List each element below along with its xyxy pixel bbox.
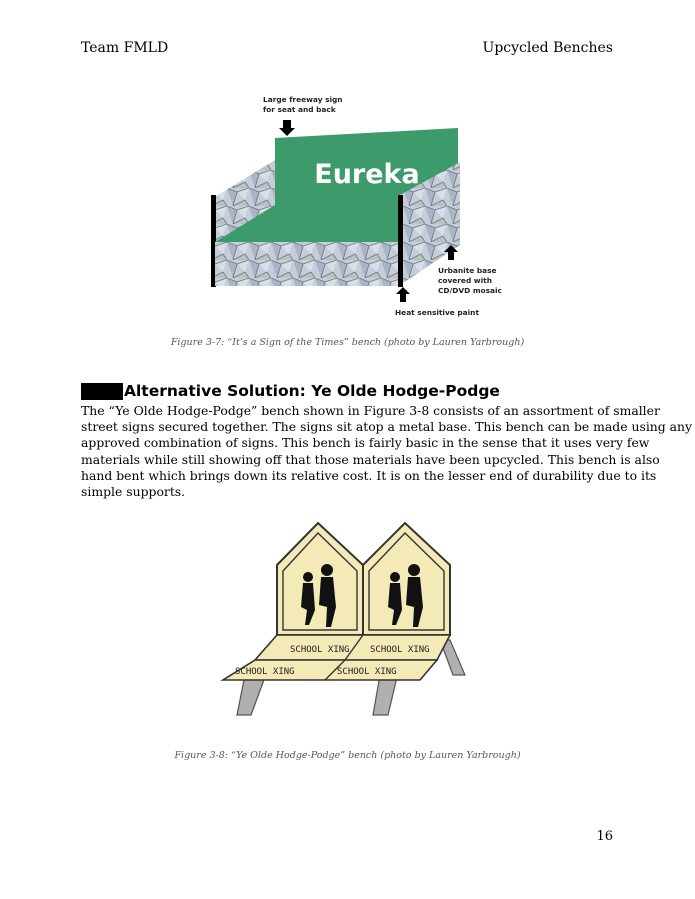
figure-caption-3-8: Figure 3-8: “Ye Olde Hodge-Podge” bench (photo by Lauren Yarbrough) [174, 750, 521, 761]
header-title: Upcycled Benches [482, 40, 613, 56]
arrow-paint [396, 287, 410, 302]
callout-paint: Heat sensitive paint [395, 308, 479, 317]
back-sign-left [277, 523, 363, 635]
bench-illustration-1 [205, 80, 520, 325]
leg-front-left [237, 675, 265, 715]
callout-base: Urbanite base covered with CD/DVD mosaic [438, 266, 502, 295]
sign-label: SCHOOL XING [337, 667, 397, 677]
redaction-block [81, 383, 123, 400]
sign-label: SCHOOL XING [235, 667, 295, 677]
paragraph-line: street signs secured together. The signs sit atop a metal base. This bench can be made using any [81, 419, 693, 435]
callout-sign: Large freeway sign for seat and back [263, 95, 343, 114]
figure-sign-of-times-bench [205, 80, 520, 325]
header-team: Team FMLD [81, 40, 169, 56]
figure-hodge-podge-bench [205, 515, 470, 720]
paragraph-line: approved combination of signs. This bench is fairly basic in the sense that it uses very few [81, 435, 650, 451]
right-post [398, 195, 403, 287]
section-title-text: Alternative Solution: Ye Olde Hodge-Podge [124, 382, 500, 400]
paragraph-line: hand bent which brings down its relative cost. It is on the lesser end of durability due to its [81, 467, 657, 483]
bench-illustration-2 [205, 515, 470, 720]
back-sign-right [363, 523, 450, 635]
leg-front-right [373, 675, 397, 715]
section-title [81, 382, 500, 400]
section-paragraph [81, 403, 693, 500]
sign-label: SCHOOL XING [290, 645, 350, 655]
sign-label: SCHOOL XING [370, 645, 430, 655]
page-number: 16 [596, 829, 613, 844]
paragraph-line: simple supports. [81, 484, 186, 500]
paragraph-line: The “Ye Olde Hodge-Podge” bench shown in Figure 3-8 consists of an assortment of smaller [81, 403, 660, 418]
sign-text: Eureka [314, 159, 420, 190]
figure-caption-3-7: Figure 3-7: “It’s a Sign of the Times” bench (photo by Lauren Yarbrough) [170, 337, 525, 348]
base-mosaic [215, 242, 400, 286]
arrow-sign [279, 120, 295, 136]
paragraph-line: materials while still showing off that those materials have been upcycled. This bench is also [81, 451, 660, 467]
